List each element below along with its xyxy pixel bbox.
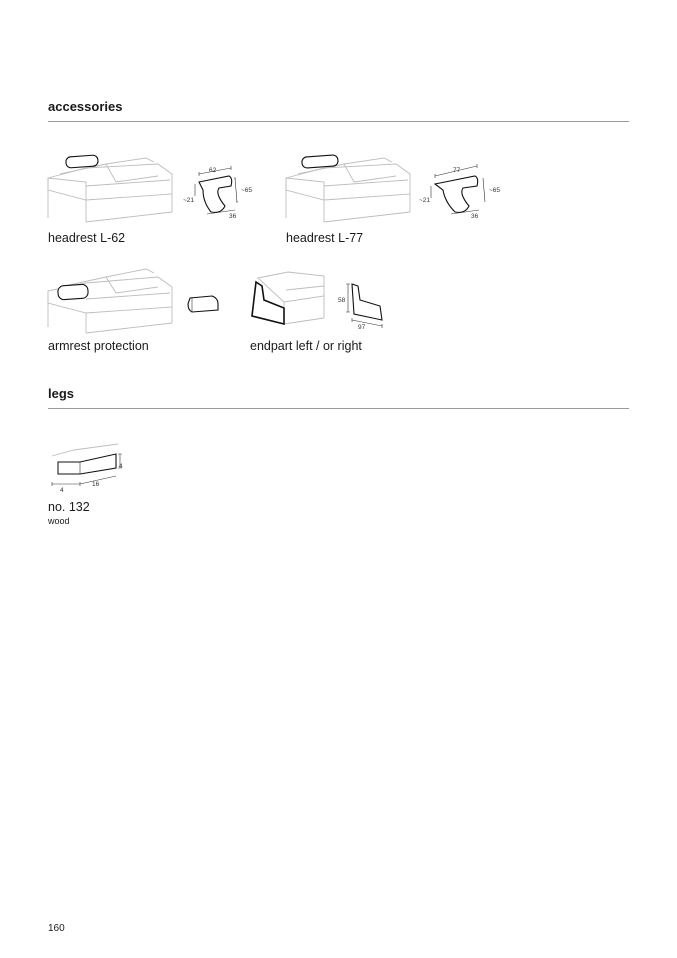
dim-label-height: 58 — [338, 297, 346, 304]
caption-armrest-protection: armrest protection — [48, 339, 149, 353]
leg-material-label: wood — [48, 516, 70, 526]
dim-label-length: 16 — [92, 481, 100, 488]
dim-label-height: 4 — [119, 463, 123, 470]
leg-no132-drawing — [44, 442, 130, 494]
dim-label-depth: 36 — [229, 213, 237, 220]
dim-label-height: ~65 — [241, 187, 253, 194]
dim-label-height: ~65 — [489, 187, 501, 194]
page-number: 160 — [48, 923, 65, 934]
caption-endpart: endpart left / or right — [250, 339, 362, 353]
headrest-detail-drawing — [185, 162, 257, 222]
endpart-sofa-illustration — [248, 268, 330, 328]
sofa-with-headrest-illustration — [46, 150, 176, 222]
section-title-accessories: accessories — [48, 99, 123, 114]
dim-label-offset: ~21 — [183, 197, 195, 204]
armrest-protection-detail-drawing — [186, 294, 220, 316]
section-divider — [48, 121, 629, 122]
caption-headrest-l77: headrest L-77 — [286, 231, 364, 245]
sofa-with-armrest-protection-illustration — [46, 265, 176, 337]
dim-label-offset: ~21 — [419, 197, 431, 204]
caption-leg-no132: no. 132 — [48, 500, 90, 514]
dim-label-length: 77 — [453, 167, 461, 174]
dim-label-width: 97 — [358, 324, 366, 331]
dim-label-depth: 36 — [471, 213, 479, 220]
endpart-detail-drawing — [336, 282, 396, 332]
caption-headrest-l62: headrest L-62 — [48, 231, 126, 245]
dim-label-length: 62 — [209, 167, 217, 174]
sofa-with-headrest-illustration — [284, 150, 414, 222]
dim-label-depth: 4 — [60, 487, 64, 494]
headrest-detail-drawing — [419, 162, 503, 222]
section-divider — [48, 408, 629, 409]
section-title-legs: legs — [48, 386, 75, 401]
